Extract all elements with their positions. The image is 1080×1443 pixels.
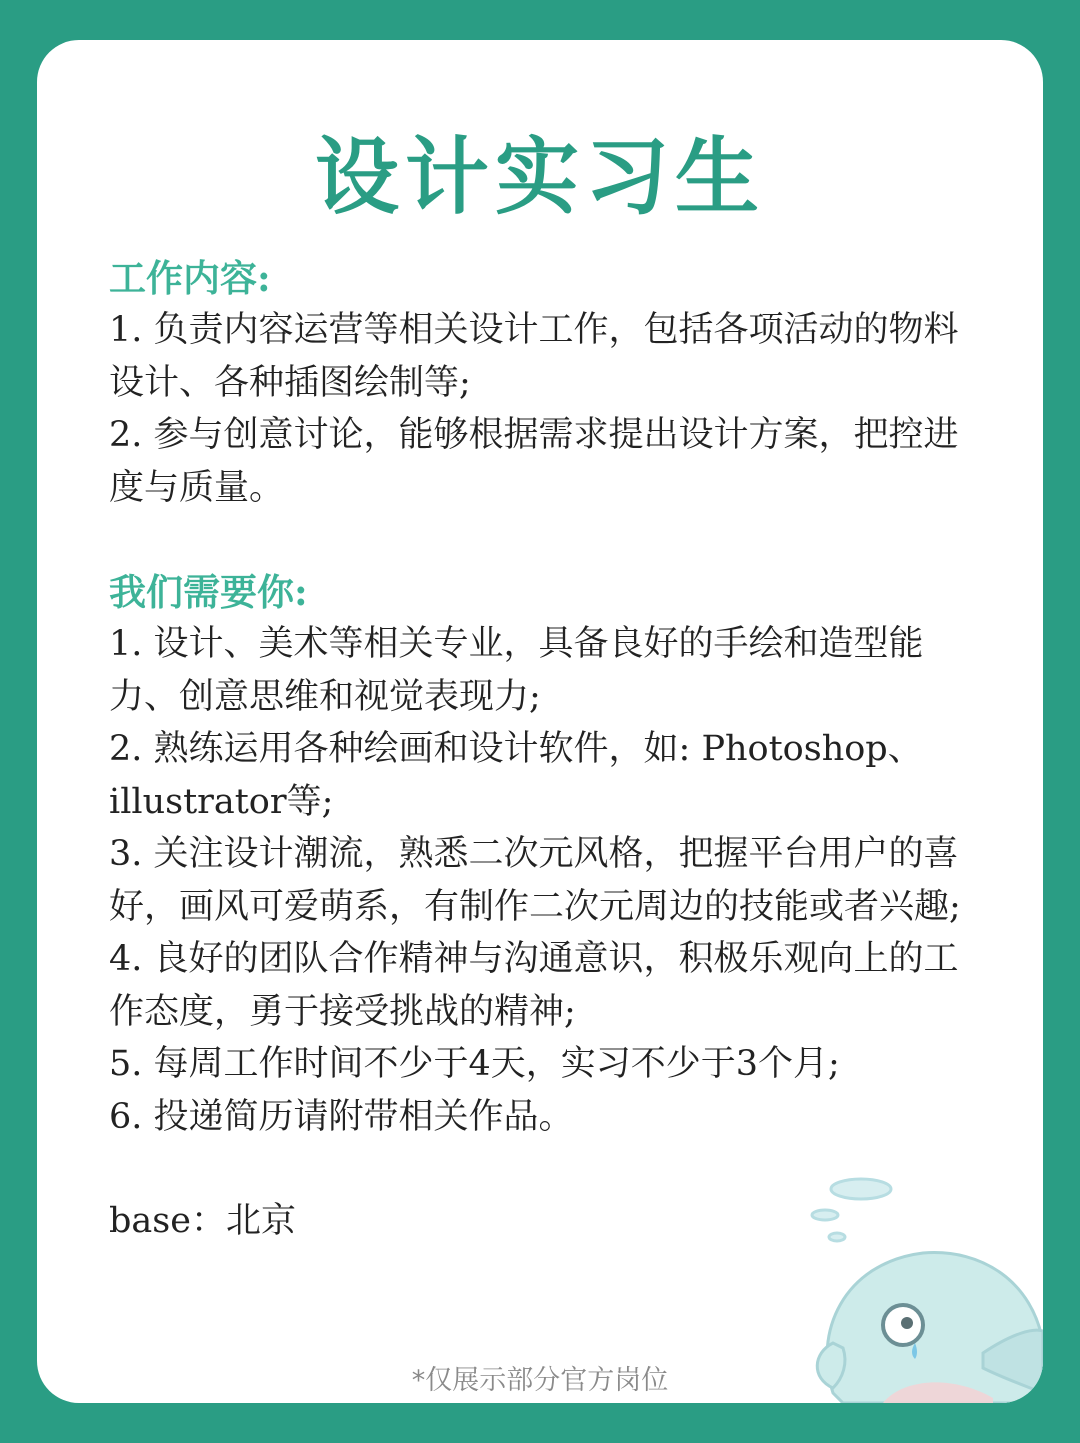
- content: [109, 252, 969, 1248]
- job-card: [37, 40, 1043, 1403]
- section-responsibilities: [109, 252, 969, 514]
- section-heading: 工作内容:: [109, 256, 271, 300]
- section-heading: 我们需要你:: [109, 570, 308, 614]
- list-item: 1. 设计、美术等相关专业，具备良好的手绘和造型能力、创意思维和视觉表现力;: [109, 624, 924, 717]
- list-item: 2. 熟练运用各种绘画和设计软件，如: Photoshop、illustrator等;: [109, 729, 923, 822]
- footnote: *仅展示部分官方岗位: [411, 1365, 669, 1396]
- list-item: 5. 每周工作时间不少于4天，实习不少于3个月;: [109, 1044, 840, 1084]
- list-item: 2. 参与创意讨论，能够根据需求提出设计方案，把控进度与质量。: [109, 415, 959, 508]
- page-title: 设计实习生: [314, 127, 765, 226]
- base-location: base：北京: [109, 1201, 296, 1241]
- section-spacer: [109, 514, 969, 566]
- section-requirements: [109, 566, 969, 1143]
- list-item: 3. 关注设计潮流，熟悉二次元风格，把握平台用户的喜好，画风可爱萌系，有制作二次元周边的技能或者兴趣;: [109, 834, 961, 927]
- list-item: 4. 良好的团队合作精神与沟通意识，积极乐观向上的工作态度，勇于接受挑战的精神;: [109, 939, 959, 1032]
- list-item: 1. 负责内容运营等相关设计工作，包括各项活动的物料设计、各种插图绘制等;: [109, 310, 959, 403]
- list-item: 6. 投递简历请附带相关作品。: [109, 1096, 574, 1137]
